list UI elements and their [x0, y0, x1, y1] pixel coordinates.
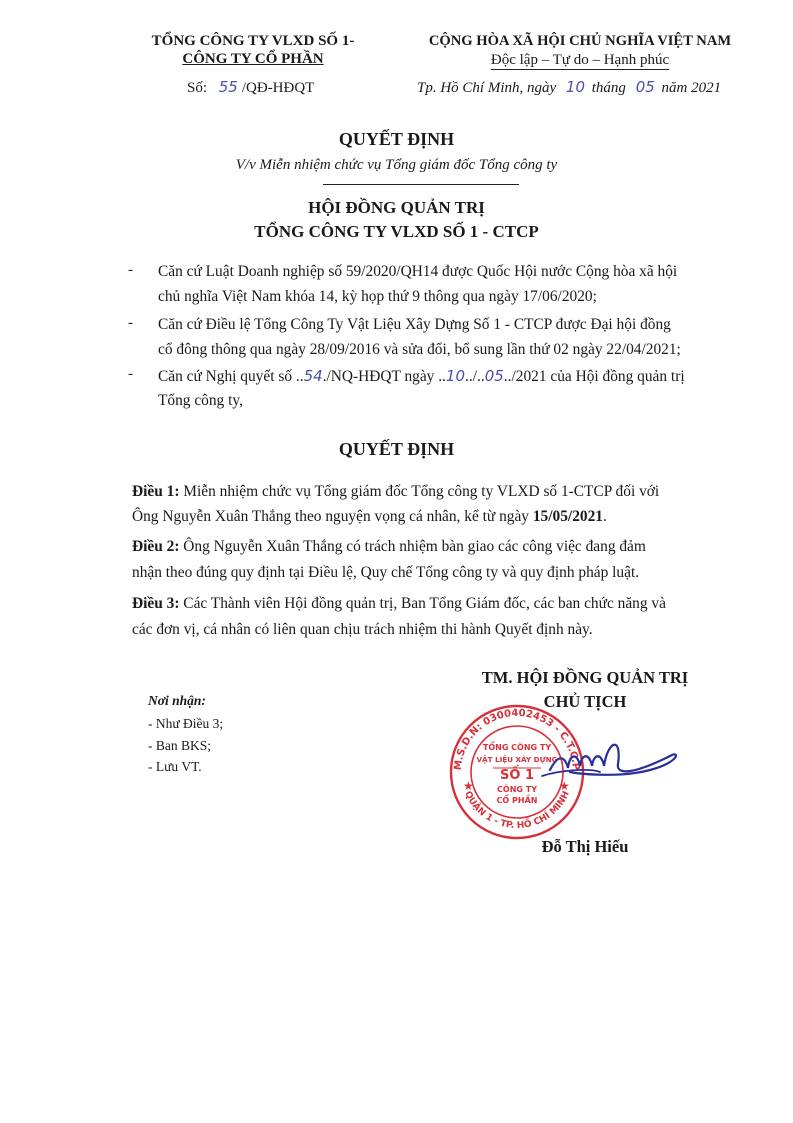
stamp-star-icon: ★ — [559, 779, 570, 793]
date-month-label: tháng — [591, 80, 626, 96]
stamp-ring-text: M.S.D.N: 0300402453 - C.T.C.P — [452, 707, 582, 771]
article-1-end: . — [602, 508, 607, 525]
motto-text: Độc lập – Tự do – Hạnh phúc — [490, 52, 670, 68]
article-3-text: Các Thành viên Hội đồng quản trị, Ban Tổng Giám đốc, các ban chức năng và — [179, 595, 666, 612]
bullet-dash: - — [128, 262, 133, 278]
date-line — [417, 78, 721, 97]
article-1-line2-text: Ông Nguyễn Xuân Thắng theo nguyện vọng cá nhân, kể từ ngày — [132, 508, 533, 525]
date-prefix: Tp. Hồ Chí Minh, ngày — [417, 80, 557, 96]
authority-line1: HỘI ĐỒNG QUẢN TRỊ — [308, 198, 485, 217]
article-1-line2 — [132, 507, 607, 527]
effective-date: 15/05/2021 — [532, 508, 603, 525]
date-day: 10 — [565, 78, 586, 96]
document-number — [187, 78, 314, 97]
decision-heading: QUYẾT ĐỊNH — [338, 439, 455, 459]
article-1-line1 — [132, 482, 659, 502]
stamp-center-line2: VẬT LIỆU XÂY DỰNG — [476, 755, 558, 764]
org-line2: CÔNG TY CỔ PHẦN — [182, 51, 324, 67]
basis-1-line1: Căn cứ Luật Doanh nghiệp số 59/2020/QH14 được Quốc Hội nước Cộng hòa xã hội — [158, 263, 678, 280]
resolution-month: 05 — [484, 367, 504, 385]
stamp-center-line4: CÔNG TY — [497, 785, 537, 794]
article-3-line1 — [132, 594, 666, 614]
stamp-ring-bottom: QUẬN 1 - TP. HỒ CHÍ MINH — [462, 789, 572, 832]
recipients-label: Nơi nhận: — [148, 693, 206, 708]
signature-position: CHỦ TỊCH — [543, 692, 627, 711]
article-1-text: Miễn nhiệm chức vụ Tổng giám đốc Tổng công ty VLXD số 1-CTCP đối với — [179, 483, 660, 500]
recipient-item: - Lưu VT. — [148, 759, 202, 774]
basis-2-line2: cổ đông thông qua ngày 28/09/2016 và sửa đổi, bổ sung lần thứ 02 ngày 22/04/2021; — [158, 341, 681, 358]
bullet-dash: - — [128, 366, 133, 382]
so-number: 55 — [218, 78, 238, 96]
date-year: năm 2021 — [661, 80, 722, 96]
basis-3-line1 — [158, 366, 685, 387]
stamp-center-line5: CỔ PHẦN — [496, 796, 538, 805]
article-2-label: Điều 2: — [132, 538, 180, 555]
basis-1-line2: chủ nghĩa Việt Nam khóa 14, kỳ họp thứ 9 thông qua ngày 17/06/2020; — [158, 288, 597, 305]
so-suffix: /QĐ-HĐQT — [241, 80, 315, 96]
nation-title: CỘNG HÒA XÃ HỘI CHỦ NGHĨA VIỆT NAM — [428, 33, 732, 49]
signature-title: TM. HỘI ĐỒNG QUẢN TRỊ — [481, 668, 689, 687]
stamp-center-line1: TỔNG CÔNG TY — [482, 743, 552, 752]
org-line1: TỔNG CÔNG TY VLXD SỐ 1- — [151, 33, 355, 49]
document-title: QUYẾT ĐỊNH — [338, 129, 455, 149]
resolution-day: 10 — [445, 367, 466, 385]
date-month: 05 — [635, 78, 655, 96]
basis-3-sep: ../.. — [465, 368, 485, 385]
basis-3-line2: Tổng công ty, — [158, 392, 243, 409]
stamp-center-line3: SỐ 1 — [500, 768, 534, 783]
resolution-number: 54 — [303, 367, 323, 385]
recipient-item: - Như Điều 3; — [148, 716, 224, 731]
so-label: Số: — [187, 80, 208, 96]
stamp-star-icon: ★ — [463, 779, 474, 793]
org-name — [118, 32, 388, 68]
article-2-line2: nhận theo đúng quy định tại Điều lệ, Quy chế Tổng công ty và quy định pháp luật. — [132, 564, 640, 581]
basis-2-line1: Căn cứ Điều lệ Tổng Công Ty Vật Liệu Xây Dựng Số 1 - CTCP được Đại hội đồng — [158, 316, 671, 333]
signer-name: Đỗ Thị Hiếu — [541, 837, 629, 856]
basis-3-prefix: Căn cứ Nghị quyết số .. — [158, 368, 304, 385]
authority-line2: TỔNG CÔNG TY VLXD SỐ 1 - CTCP — [254, 222, 539, 241]
article-2-text: Ông Nguyễn Xuân Thắng có trách nhiệm bàn giao các công việc đang đảm — [179, 538, 646, 555]
handwritten-signature — [530, 730, 690, 800]
article-3-label: Điều 3: — [132, 595, 180, 612]
document-subject: V/v Miễn nhiệm chức vụ Tổng giám đốc Tổng công ty — [235, 157, 558, 173]
motto — [400, 52, 760, 69]
basis-3-mid: ./NQ-HĐQT ngày .. — [322, 368, 446, 385]
bullet-dash: - — [128, 315, 133, 331]
basis-3-suffix: ../2021 của Hội đồng quản trị — [503, 368, 685, 385]
title-divider — [323, 184, 519, 185]
recipient-item: - Ban BKS; — [148, 738, 212, 753]
article-3-line2: các đơn vị, cá nhân có liên quan chịu trách nhiệm thi hành Quyết định này. — [132, 621, 593, 638]
article-1-label: Điều 1: — [132, 483, 180, 500]
article-2-line1 — [132, 537, 646, 557]
